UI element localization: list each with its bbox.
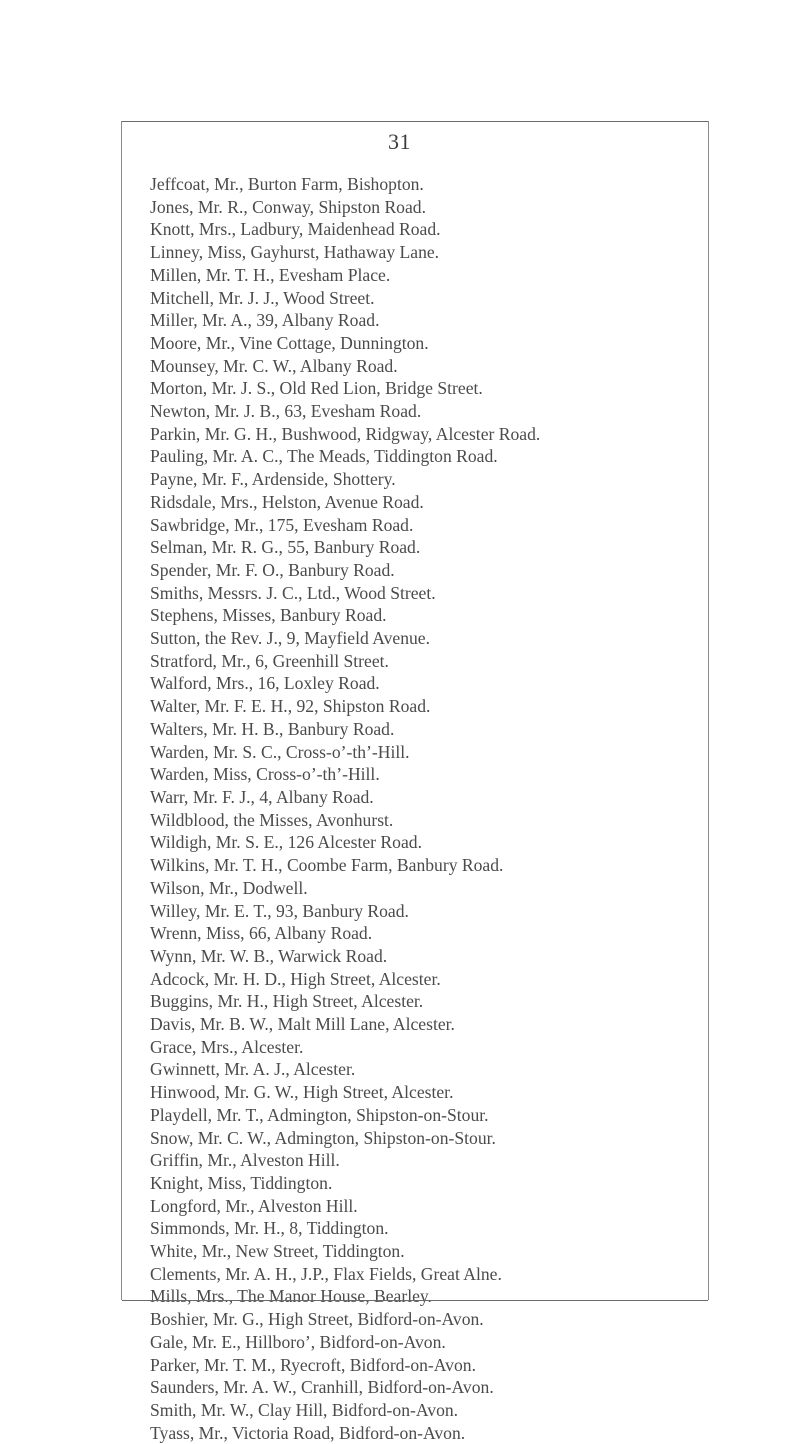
directory-entry: Linney, Miss, Gayhurst, Hathaway Lane.	[150, 242, 440, 263]
directory-entry: Snow, Mr. C. W., Admington, Shipston-on-Stour.	[150, 1127, 496, 1148]
directory-entry: Adcock, Mr. H. D., High Street, Alcester.	[150, 968, 441, 989]
directory-entry: Morton, Mr. J. S., Old Red Lion, Bridge Street.	[150, 378, 483, 399]
directory-entry: Walter, Mr. F. E. H., 92, Shipston Road.	[150, 696, 431, 717]
directory-entry: White, Mr., New Street, Tiddington.	[150, 1241, 405, 1262]
page-number: 31	[388, 129, 411, 154]
directory-entry: Newton, Mr. J. B., 63, Evesham Road.	[150, 401, 422, 422]
directory-entry: Knott, Mrs., Ladbury, Maidenhead Road.	[150, 219, 441, 240]
directory-entry: Wildigh, Mr. S. E., 126 Alcester Road.	[150, 832, 422, 853]
directory-entry: Warden, Mr. S. C., Cross-o’-th’-Hill.	[150, 741, 410, 762]
directory-entry: Millen, Mr. T. H., Evesham Place.	[150, 264, 391, 285]
directory-entry: Parker, Mr. T. M., Ryecroft, Bidford-on-Avon.	[150, 1354, 476, 1375]
directory-entry: Wildblood, the Misses, Avonhurst.	[150, 809, 394, 830]
directory-entry: Smith, Mr. W., Clay Hill, Bidford-on-Avon.	[150, 1399, 459, 1420]
directory-entry: Sawbridge, Mr., 175, Evesham Road.	[150, 514, 414, 535]
rule-right	[708, 121, 709, 1300]
directory-entry: Clements, Mr. A. H., J.P., Flax Fields, Great Alne.	[150, 1263, 502, 1284]
directory-entry: Mitchell, Mr. J. J., Wood Street.	[150, 287, 375, 308]
directory-entry: Stephens, Misses, Banbury Road.	[150, 605, 387, 626]
directory-entry: Walters, Mr. H. B., Banbury Road.	[150, 718, 395, 739]
directory-entry: Tyass, Mr., Victoria Road, Bidford-on-Avon.	[150, 1422, 466, 1443]
directory-entry: Wynn, Mr. W. B., Warwick Road.	[150, 945, 388, 966]
directory-entry: Willey, Mr. E. T., 93, Banbury Road.	[150, 900, 409, 921]
directory-entry: Simmonds, Mr. H., 8, Tiddington.	[150, 1218, 389, 1239]
directory-entry: Jones, Mr. R., Conway, Shipston Road.	[150, 196, 426, 217]
directory-entry: Stratford, Mr., 6, Greenhill Street.	[150, 650, 389, 671]
directory-entry: Longford, Mr., Alveston Hill.	[150, 1195, 358, 1216]
directory-entry: Parkin, Mr. G. H., Bushwood, Ridgway, Alcester Road.	[150, 423, 541, 444]
directory-entry: Wilson, Mr., Dodwell.	[150, 877, 308, 898]
directory-entry: Wrenn, Miss, 66, Albany Road.	[150, 923, 373, 944]
directory-entry: Sutton, the Rev. J., 9, Mayfield Avenue.	[150, 628, 430, 649]
directory-entry: Mounsey, Mr. C. W., Albany Road.	[150, 355, 398, 376]
directory-entry: Hinwood, Mr. G. W., High Street, Alcester.	[150, 1082, 454, 1103]
directory-entry: Wilkins, Mr. T. H., Coombe Farm, Banbury Road.	[150, 855, 504, 876]
directory-entry: Selman, Mr. R. G., 55, Banbury Road.	[150, 537, 421, 558]
directory-list	[150, 173, 540, 1444]
directory-entry: Gwinnett, Mr. A. J., Alcester.	[150, 1059, 356, 1080]
directory-entry: Walford, Mrs., 16, Loxley Road.	[150, 673, 380, 694]
directory-entry: Boshier, Mr. G., High Street, Bidford-on-Avon.	[150, 1309, 484, 1330]
directory-entry: Playdell, Mr. T., Admington, Shipston-on-Stour.	[150, 1104, 489, 1125]
directory-entry: Pauling, Mr. A. C., The Meads, Tiddington Road.	[150, 446, 498, 467]
directory-entry: Spender, Mr. F. O., Banbury Road.	[150, 559, 395, 580]
directory-entry: Warden, Miss, Cross-o’-th’-Hill.	[150, 764, 380, 785]
directory-entry: Davis, Mr. B. W., Malt Mill Lane, Alcester.	[150, 1014, 455, 1035]
directory-entry: Buggins, Mr. H., High Street, Alcester.	[150, 991, 424, 1012]
directory-entry: Moore, Mr., Vine Cottage, Dunnington.	[150, 332, 429, 353]
directory-entry: Payne, Mr. F., Ardenside, Shottery.	[150, 469, 396, 490]
directory-entry: Mills, Mrs., The Manor House, Bearley.	[150, 1286, 432, 1307]
directory-entry: Ridsdale, Mrs., Helston, Avenue Road.	[150, 491, 424, 512]
directory-entry: Gale, Mr. E., Hillboro’, Bidford-on-Avon.	[150, 1331, 446, 1352]
directory-entry: Grace, Mrs., Alcester.	[150, 1036, 304, 1057]
directory-entry: Saunders, Mr. A. W., Cranhill, Bidford-on-Avon.	[150, 1377, 494, 1398]
rule-left	[121, 121, 122, 1300]
directory-entry: Warr, Mr. F. J., 4, Albany Road.	[150, 786, 374, 807]
rule-bottom	[122, 1300, 708, 1301]
directory-entry: Knight, Miss, Tiddington.	[150, 1172, 333, 1193]
directory-entry: Griffin, Mr., Alveston Hill.	[150, 1150, 340, 1171]
rule-top	[122, 121, 708, 122]
directory-entry: Jeffcoat, Mr., Burton Farm, Bishopton.	[150, 174, 424, 194]
directory-entry: Smiths, Messrs. J. C., Ltd., Wood Street.	[150, 582, 436, 603]
directory-entry: Miller, Mr. A., 39, Albany Road.	[150, 310, 380, 331]
